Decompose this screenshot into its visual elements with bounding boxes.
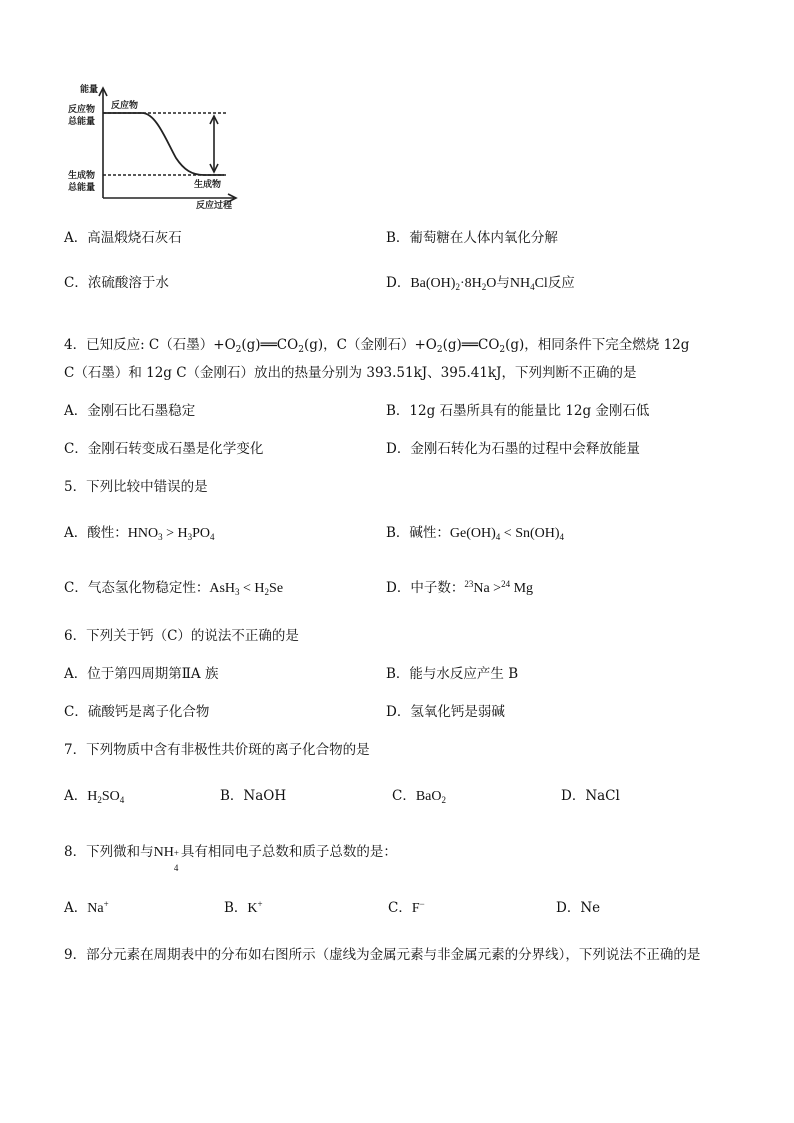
q4-option-a: A．金刚石比石墨稳定 bbox=[64, 403, 196, 419]
q5-option-a: A．酸性：$HNO_3 > H_3PO_4$ bbox=[64, 525, 215, 542]
q4-option-b: B．12g 石墨所具有的能量比 12g 金刚石低 bbox=[386, 403, 650, 419]
q6-option-d: D．氢氧化钙是弱碱 bbox=[386, 704, 505, 720]
energy-diagram bbox=[66, 80, 248, 212]
product-total-label-1: 生成物 bbox=[68, 171, 96, 181]
q8-option-b: B．K+ bbox=[224, 899, 263, 916]
q3-option-a: A．高温煅烧石灰石 bbox=[64, 230, 182, 246]
q7-option-a: A．$H_2SO_4$ bbox=[64, 788, 125, 805]
q5-option-b: B．碱性：$Ge(OH)_4 < Sn(OH)_4$ bbox=[386, 525, 565, 542]
reactant-label: 反应物 bbox=[111, 101, 139, 111]
q5-option-d: D．中子数：$^{23}$Na >$^{24}$ Mg bbox=[386, 579, 534, 596]
q9-stem: 9．部分元素在周期表中的分布如右图所示（虚线为金属元素与非金属元素的分界线），下列说法不正确的是 bbox=[64, 947, 701, 963]
product-total-label-2: 总能量 bbox=[68, 183, 96, 193]
q3-option-d: D．$Ba(OH)_2\cdot 8H_2O$与$NH_4Cl$反应 bbox=[386, 275, 575, 292]
q4-stem-line2: C（石墨）和 12g C（金刚石）放出的热量分别为 393.51kJ、395.41kJ，下列判断不正确的是 bbox=[64, 365, 637, 381]
q7-option-b: B．NaOH bbox=[220, 788, 287, 804]
q3-option-d-formula: $Ba(OH)_2\cdot 8H_2O$ bbox=[410, 276, 497, 292]
reactant-total-label-2: 总能量 bbox=[68, 117, 96, 127]
reactant-total-label-1: 反应物 bbox=[68, 105, 96, 115]
q3-option-c: C．浓硫酸溶于水 bbox=[64, 275, 169, 291]
product-label: 生成物 bbox=[194, 180, 222, 190]
q6-stem: 6．下列关于钙（C）的说法不正确的是 bbox=[64, 628, 299, 644]
q8-option-d: D．Ne bbox=[556, 900, 601, 916]
q6-option-a: A．位于第四周期第ⅡA 族 bbox=[64, 666, 219, 682]
q7-option-d: D．NaCl bbox=[561, 788, 620, 804]
q4-stem-line1: 4．已知反应: C（石墨）$+O_2(g)══CO_2(g)$，C（金刚石）$+O_2(g)══CO_2(g)$，相同条件下完全燃烧 12g bbox=[64, 337, 690, 355]
q7-stem: 7．下列物质中含有非极性共价斑的离子化合物的是 bbox=[64, 742, 370, 758]
q4-option-d: D．金刚石转化为石墨的过程中会释放能量 bbox=[386, 441, 640, 457]
energy-curve bbox=[103, 113, 224, 175]
x-axis-label: 反应过程 bbox=[196, 201, 233, 211]
q8-option-a: A．Na+ bbox=[64, 899, 109, 916]
q3-option-d-prefix: D． bbox=[386, 275, 411, 291]
q7-option-c: C．BaO$_2$ bbox=[392, 788, 447, 805]
q5-option-c: C．气态氢化物稳定性：$AsH_3 < H_2Se$ bbox=[64, 580, 284, 597]
q5-stem: 5．下列比较中错误的是 bbox=[64, 479, 208, 495]
q8-stem: 8．下列微和与NH + 4 具有相同电子总数和质子总数的是： bbox=[64, 844, 397, 873]
q3-option-b: B．葡萄糖在人体内氧化分解 bbox=[386, 230, 558, 246]
q8-option-c: C．F− bbox=[388, 899, 425, 916]
q6-option-c: C．硫酸钙是离子化合物 bbox=[64, 704, 210, 720]
q6-option-b: B．能与水反应产生 B bbox=[386, 666, 519, 682]
y-axis-label: 能量 bbox=[80, 85, 99, 95]
q4-option-c: C．金刚石转变成石墨是化学变化 bbox=[64, 441, 264, 457]
